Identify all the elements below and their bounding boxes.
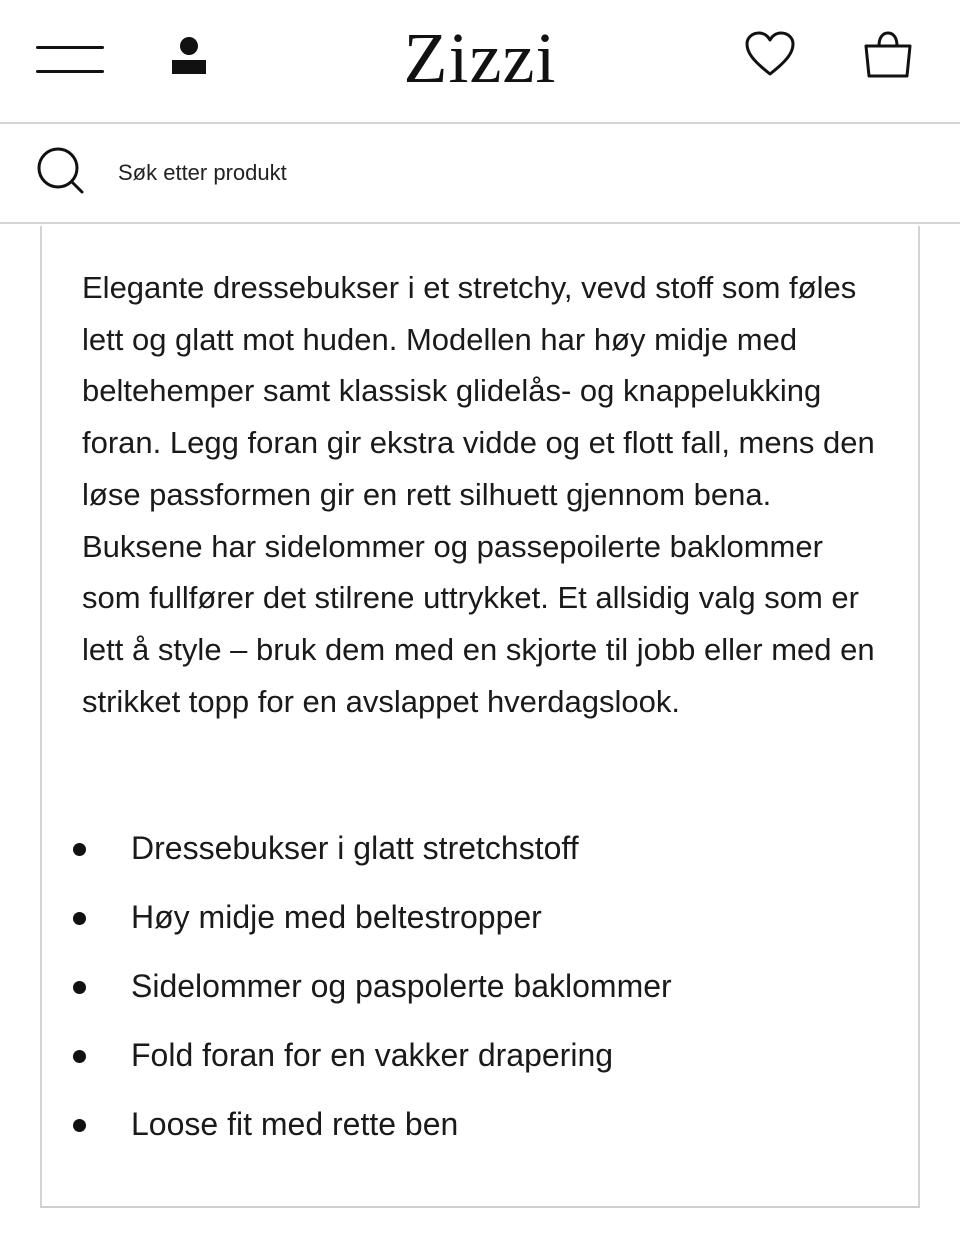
- feature-text: Loose fit med rette ben: [131, 1106, 459, 1142]
- user-icon[interactable]: [170, 36, 208, 78]
- bullet-icon: [73, 912, 86, 925]
- feature-list: [70, 820, 900, 1165]
- list-item: [70, 889, 900, 958]
- shopping-bag-icon[interactable]: [862, 30, 914, 80]
- search-input[interactable]: [118, 150, 718, 196]
- list-item: [70, 958, 900, 1027]
- brand-logo[interactable]: Zizzi: [403, 18, 557, 98]
- heart-icon[interactable]: [744, 30, 796, 80]
- site-header: [0, 0, 960, 124]
- product-description: Elegante dressebukser i et stretchy, vevd stoff som føles lett og glatt mot huden. Modellen har høy midje med beltehemper samt klassisk glidelås- og knappelukking foran. Legg foran gir ekstra vidde og et flott fall, mens den løse passformen gir en rett silhuett gjennom bena. Buksene har sidelommer og passepoilerte baklommer som fullfører det stilrene uttrykket. Et allsidig valg som er lett å style – bruk dem med en skjorte til jobb eller med en strikket topp for en avslappet hverdagslook.: [82, 270, 875, 719]
- bullet-icon: [73, 981, 86, 994]
- search-icon[interactable]: [36, 146, 86, 196]
- list-item: [70, 820, 900, 889]
- hamburger-menu-icon[interactable]: [36, 40, 104, 76]
- feature-text: Sidelommer og paspolerte baklommer: [131, 968, 672, 1004]
- bullet-icon: [73, 1119, 86, 1132]
- bullet-icon: [73, 1050, 86, 1063]
- feature-text: Dressebukser i glatt stretchstoff: [131, 830, 579, 866]
- bullet-icon: [73, 843, 86, 856]
- feature-text: Høy midje med beltestropper: [131, 899, 542, 935]
- feature-text: Fold foran for en vakker drapering: [131, 1037, 614, 1073]
- list-item: [70, 1027, 900, 1096]
- list-item: [70, 1096, 900, 1165]
